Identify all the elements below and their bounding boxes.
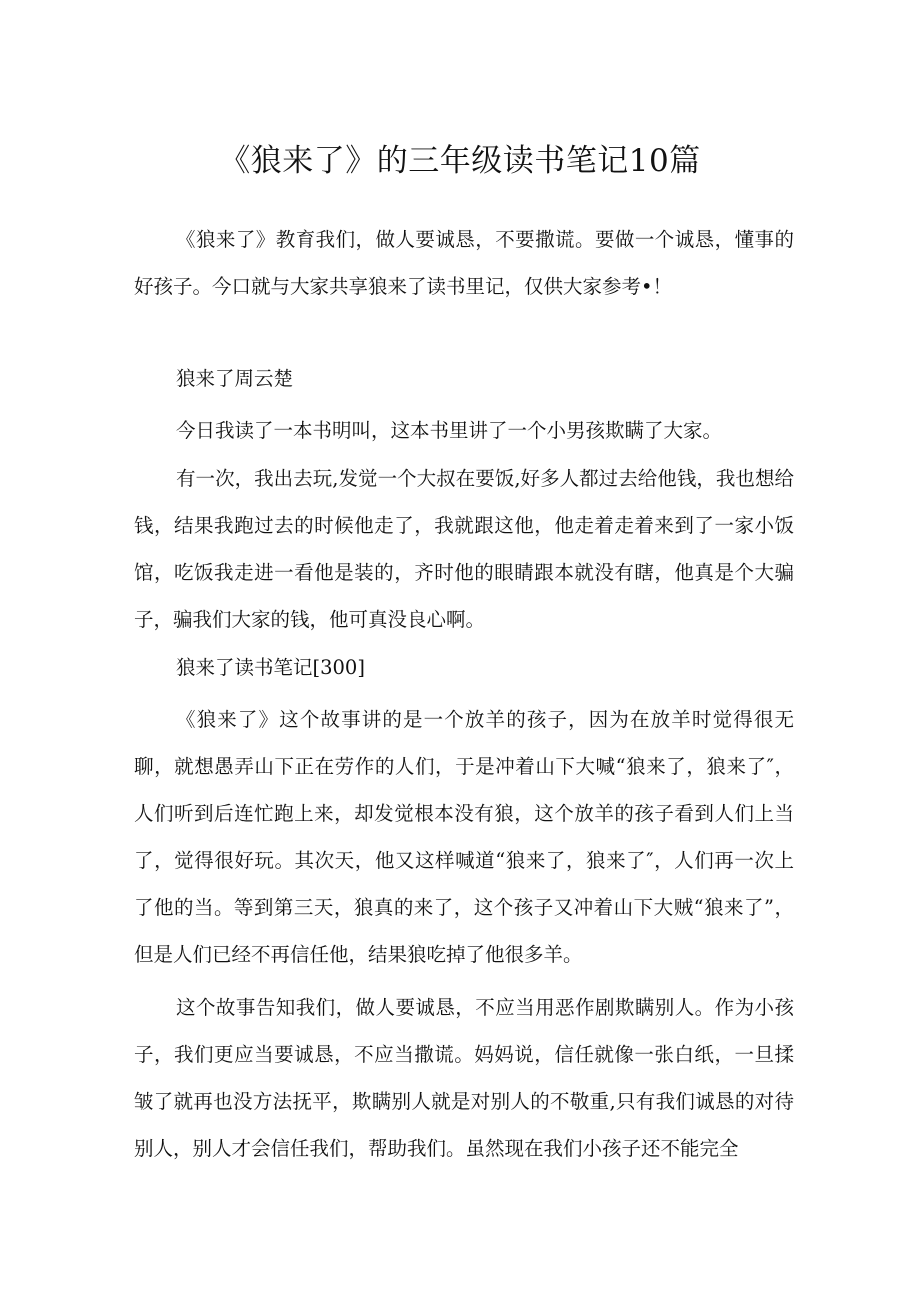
intro-paragraph: 《狼来了》教育我们，做人要诚恳，不要撒谎。要做一个诚恳，懂事的好孩子。今口就与大家共享狼来了读书里记，仅供大家参考•！ [134, 228, 794, 298]
section2-paragraph-2: 这个故事告知我们，做人要诚恳，不应当用恶作剧欺瞒别人。作为小孩子，我们更应当要诚恳，不应当撒谎。妈妈说，信任就像一张白纸，一旦揉皱了就再也没方法抚平，欺瞒别人就是对别人的不敬重,只有我们诚恳的对待别人，别人才会信任我们，帮助我们。虽然现在我们小孩子还不能完全 [134, 996, 794, 1160]
section1-paragraph-2: 有一次，我出去玩,发觉一个大叔在要饭,好多人都过去给他钱，我也想给钱，结果我跑过去的时候他走了，我就跟这他，他走着走着来到了一家小饭馆，吃饭我走进一看他是装的，齐时他的眼睛跟本就没有瞎，他真是个大骗子，骗我们大家的钱，他可真没良心啊。 [134, 467, 794, 631]
section1-heading: 狼来了周云楚 [176, 367, 294, 390]
section2-heading: 狼来了读书笔记[300] [176, 656, 365, 679]
document-title: 《狼来了》的三年级读书笔记10篇 [219, 143, 701, 179]
section2-paragraph-1: 《狼来了》这个故事讲的是一个放羊的孩子，因为在放羊时觉得很无聊，就想愚弄山下正在劳作的人们，于是冲着山下大喊“狼来了，狼来了″，人们听到后连忙跑上来，却发觉根本没有狼，这个放羊的孩子看到人们上当了，觉得很好玩。其次天，他又这样喊道“狼来了，狼来了″，人们再一次上了他的当。等到第三天，狼真的来了，这个孩子又冲着山下大贼“狼来了”，但是人们已经不再信任他，结果狼吃掉了他很多羊。 [134, 708, 794, 966]
section1-paragraph-1: 今日我读了一本书明叫，这本书里讲了一个小男孩欺瞒了大家。 [176, 419, 723, 442]
